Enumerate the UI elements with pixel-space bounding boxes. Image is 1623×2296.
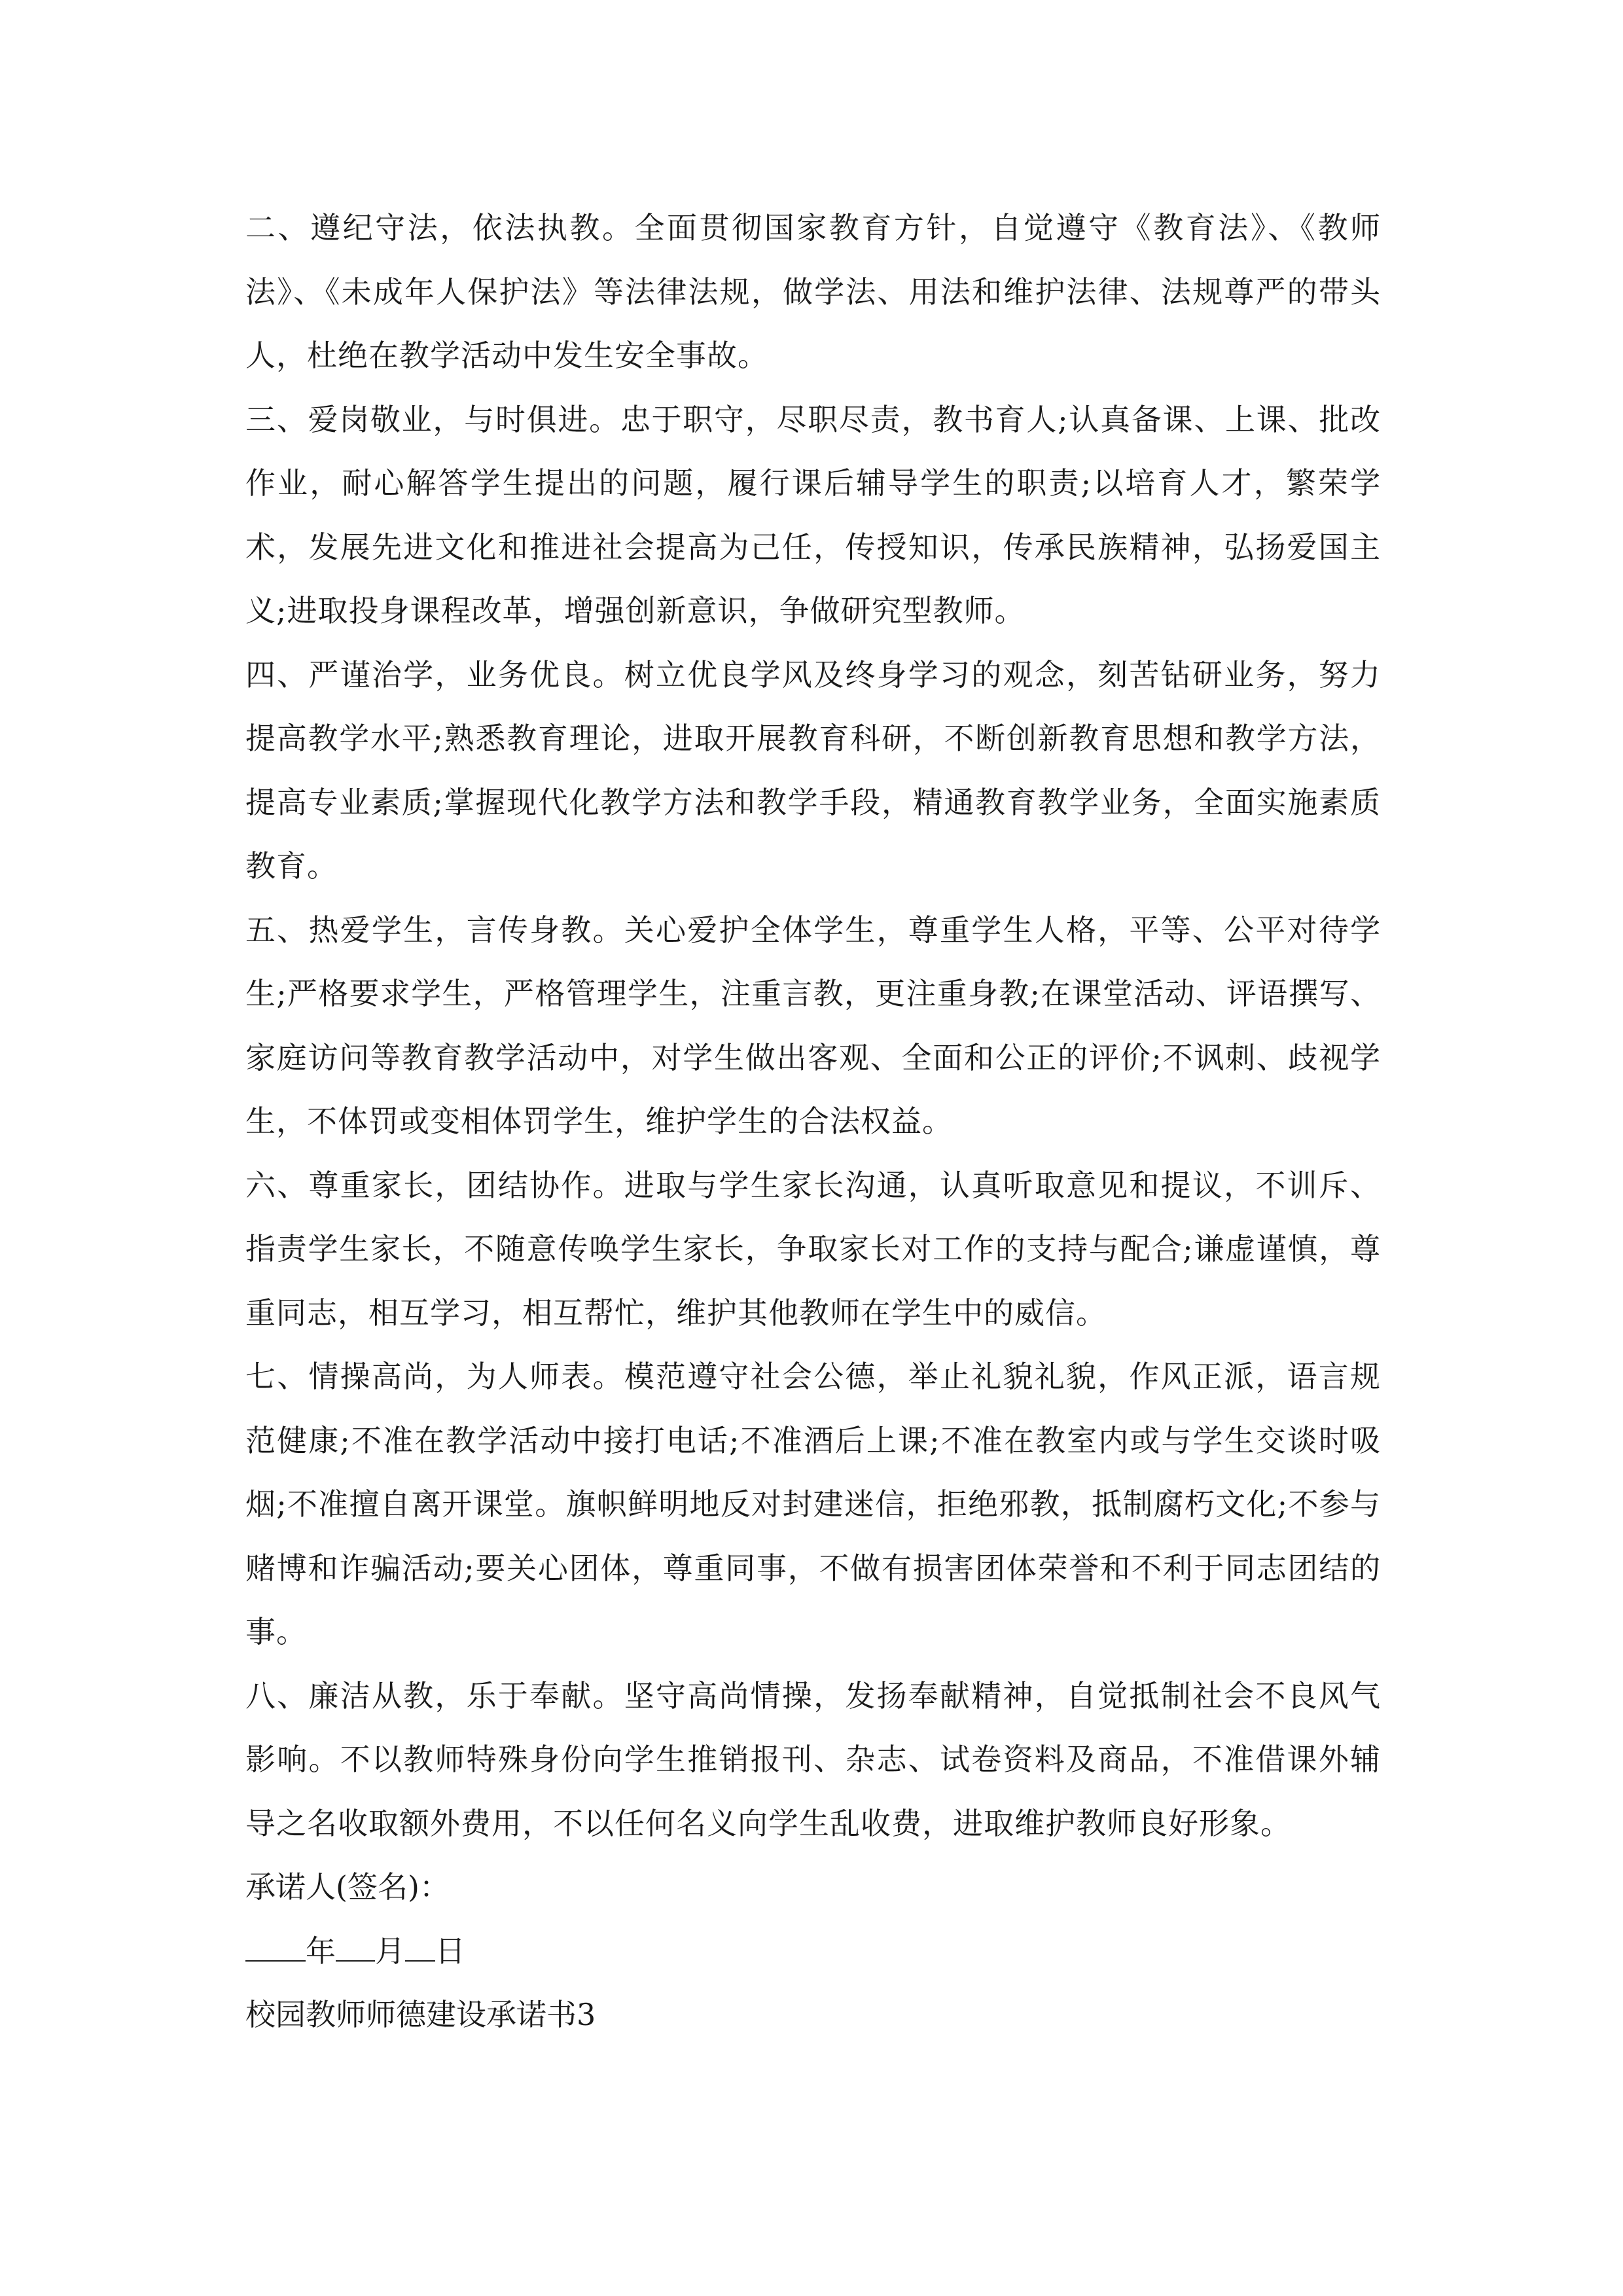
pledge-paragraph-3: 三、爱岗敬业，与时俱进。忠于职守，尽职尽责，教书育人;认真备课、上课、批改作业，耐心解答学生提出的问题，履行课后辅导学生的职责;以培育人才，繁荣学术，发展先进文化和推进社会提高为己任，传授知识，传承民族精神，弘扬爱国主义;进取投身课程改革，增强创新意识，争做研究型教师。 bbox=[245, 401, 1381, 628]
month-blank bbox=[336, 1930, 375, 1962]
pledge-paragraph-6: 六、尊重家长，团结协作。进取与学生家长沟通，认真听取意见和提议，不训斥、指责学生家长，不随意传唤学生家长，争取家长对工作的支持与配合;谦虚谨慎，尊重同志，相互学习，相互帮忙，维护其他教师在学生中的威信。 bbox=[245, 1167, 1381, 1331]
date-line bbox=[245, 1920, 1381, 1984]
month-label: 月 bbox=[375, 1933, 405, 1969]
pledge-paragraph-7: 七、情操高尚，为人师表。模范遵守社会公德，举止礼貌礼貌，作风正派，语言规范健康;不准在教学活动中接打电话;不准酒后上课;不准在教室内或与学生交谈时吸烟;不准擅自离开课堂。旗帜鲜明地反对封建迷信，拒绝邪教，抵制腐朽文化;不参与赌博和诈骗活动;要关心团体，尊重同事，不做有损害团体荣誉和不利于同志团结的事。 bbox=[245, 1359, 1381, 1649]
pledge-paragraph-4: 四、严谨治学，业务优良。树立优良学风及终身学习的观念，刻苦钻研业务，努力提高教学水平;熟悉教育理论，进取开展教育科研，不断创新教育思想和教学方法，提高专业素质;掌握现代化教学方法和教学手段，精通教育教学业务，全面实施素质教育。 bbox=[245, 656, 1381, 884]
next-section-title: 校园教师师德建设承诺书3 bbox=[245, 1997, 596, 2032]
signature-label: 承诺人(签名)： bbox=[245, 1869, 450, 1905]
day-blank bbox=[405, 1930, 435, 1962]
day-label: 日 bbox=[435, 1933, 465, 1969]
year-blank bbox=[245, 1930, 306, 1962]
year-label: 年 bbox=[306, 1933, 336, 1969]
pledge-paragraph-8: 八、廉洁从教，乐于奉献。坚守高尚情操，发扬奉献精神，自觉抵制社会不良风气影响。不以教师特殊身份向学生推销报刊、杂志、试卷资料及商品，不准借课外辅导之名收取额外费用，不以任何名义向学生乱收费，进取维护教师良好形象。 bbox=[245, 1677, 1381, 1841]
pledge-paragraph-2: 二、遵纪守法，依法执教。全面贯彻国家教育方针，自觉遵守《教育法》、《教师法》、《未成年人保护法》等法律法规，做学法、用法和维护法律、法规尊严的带头人，杜绝在教学活动中发生安全事故。 bbox=[245, 210, 1381, 373]
pledge-paragraph-5: 五、热爱学生，言传身教。关心爱护全体学生，尊重学生人格，平等、公平对待学生;严格要求学生，严格管理学生，注重言教，更注重身教;在课堂活动、评语撰写、家庭访问等教育教学活动中，对学生做出客观、全面和公正的评价;不讽刺、歧视学生，不体罚或变相体罚学生，维护学生的合法权益。 bbox=[245, 912, 1381, 1139]
document-body bbox=[245, 196, 1381, 2047]
